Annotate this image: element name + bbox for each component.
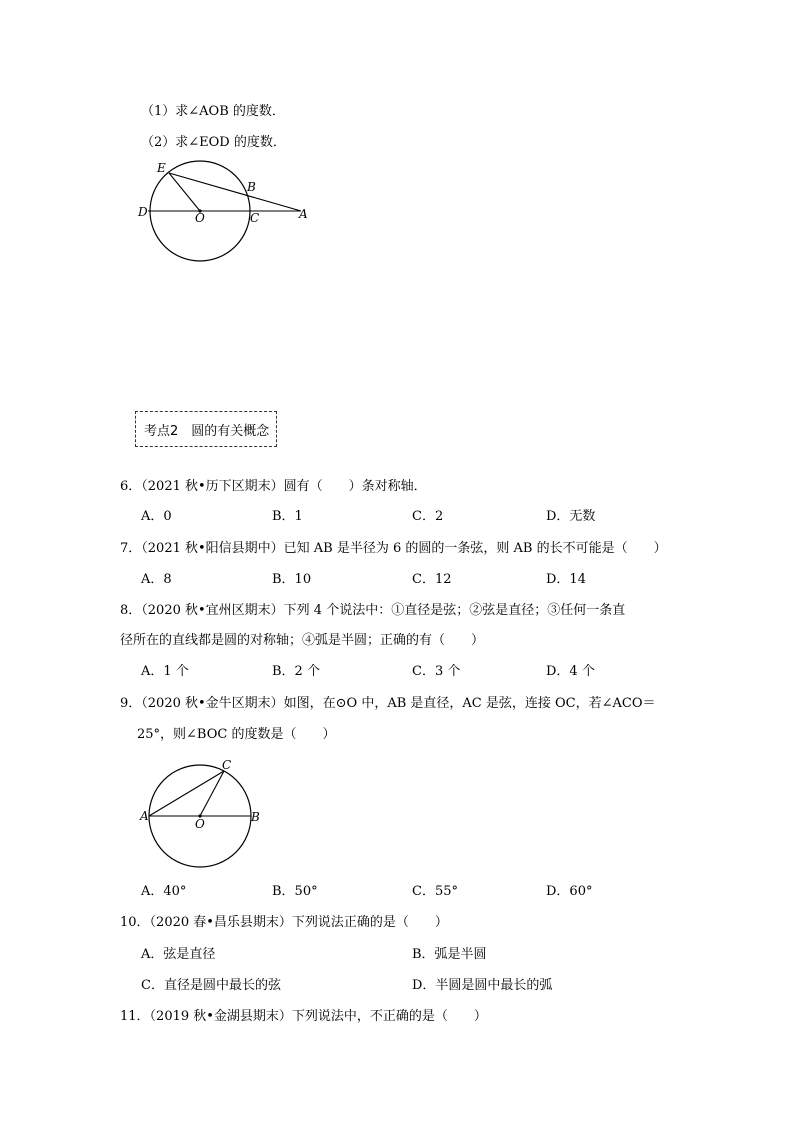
question-10: 10．（2020 春•昌乐县期末）下列说法正确的是（ ） [120,915,448,930]
q7-option-a: A．8 [141,572,172,587]
question-8-line-1: 8．（2020 秋•宜州区期末）下列 4 个说法中：①直径是弦；②弦是直径；③任何一条直 [120,603,626,618]
q6-option-a: A．0 [141,509,172,524]
figure-circle-edcba [135,158,325,268]
line-ea [169,173,301,211]
label-c: C [250,211,260,225]
q6-option-c: C．2 [412,509,444,524]
q10-option-a: A．弦是直径 [141,947,216,962]
question-11: 11．（2019 秋•金湖县期末）下列说法中，不正确的是（ ） [120,1009,487,1024]
q8-option-d: D．4 个 [546,664,595,679]
label-d: D [138,205,148,219]
question-7: 7．（2021 秋•阳信县期中）已知 AB 是半径为 6 的圆的一条弦，则 AB 的长不可能是（ ） [120,541,667,556]
q7-option-b: B．10 [272,572,312,587]
question-9-line-1: 9．（2020 秋•金牛区期末）如图，在⊙O 中，AB 是直径，AC 是弦，连接 OC，若∠ACO＝ [120,696,656,711]
q9-option-d: D．60° [546,884,593,899]
label-b: B [247,180,256,194]
q9-option-c: C．55° [412,884,458,899]
sub-question-1: （1）求∠AOB 的度数． [141,104,285,119]
q7-option-c: C．12 [412,572,452,587]
section-heading [135,411,277,447]
sub-question-2: （2）求∠EOD 的度数． [141,135,286,150]
question-9-line-2: 25°，则∠BOC 的度数是（ ） [137,727,336,742]
question-8-line-2: 径所在的直线都是圆的对称轴；④弧是半圆；正确的有（ ） [120,633,485,648]
q7-option-d: D．14 [546,572,586,587]
line-eo [169,173,200,211]
question-6: 6．（2021 秋•历下区期末）圆有（ ）条对称轴． [120,479,427,494]
q10-option-d: D．半圆是圆中最长的弧 [412,978,553,993]
q8-option-c: C．3 个 [412,664,461,679]
label-o-2: O [195,817,205,831]
figure-circle-acob [136,758,266,870]
label-e: E [157,161,166,175]
q9-option-b: B．50° [272,884,318,899]
label-a: A [299,207,308,221]
line-ac [149,771,224,816]
section-title: 考点2 圆的有关概念 [144,423,270,439]
q9-option-a: A．40° [141,884,187,899]
label-a-2: A [140,809,149,823]
label-o: O [195,211,205,225]
q6-option-d: D．无数 [546,509,596,524]
label-c-2: C [222,758,232,772]
q10-option-c: C．直径是圆中最长的弦 [141,978,281,993]
q8-option-a: A．1 个 [141,664,189,679]
q10-option-b: B．弧是半圆 [412,947,487,962]
q8-option-b: B．2 个 [272,664,320,679]
q6-option-b: B．1 [272,509,303,524]
label-b-2: B [251,810,260,824]
